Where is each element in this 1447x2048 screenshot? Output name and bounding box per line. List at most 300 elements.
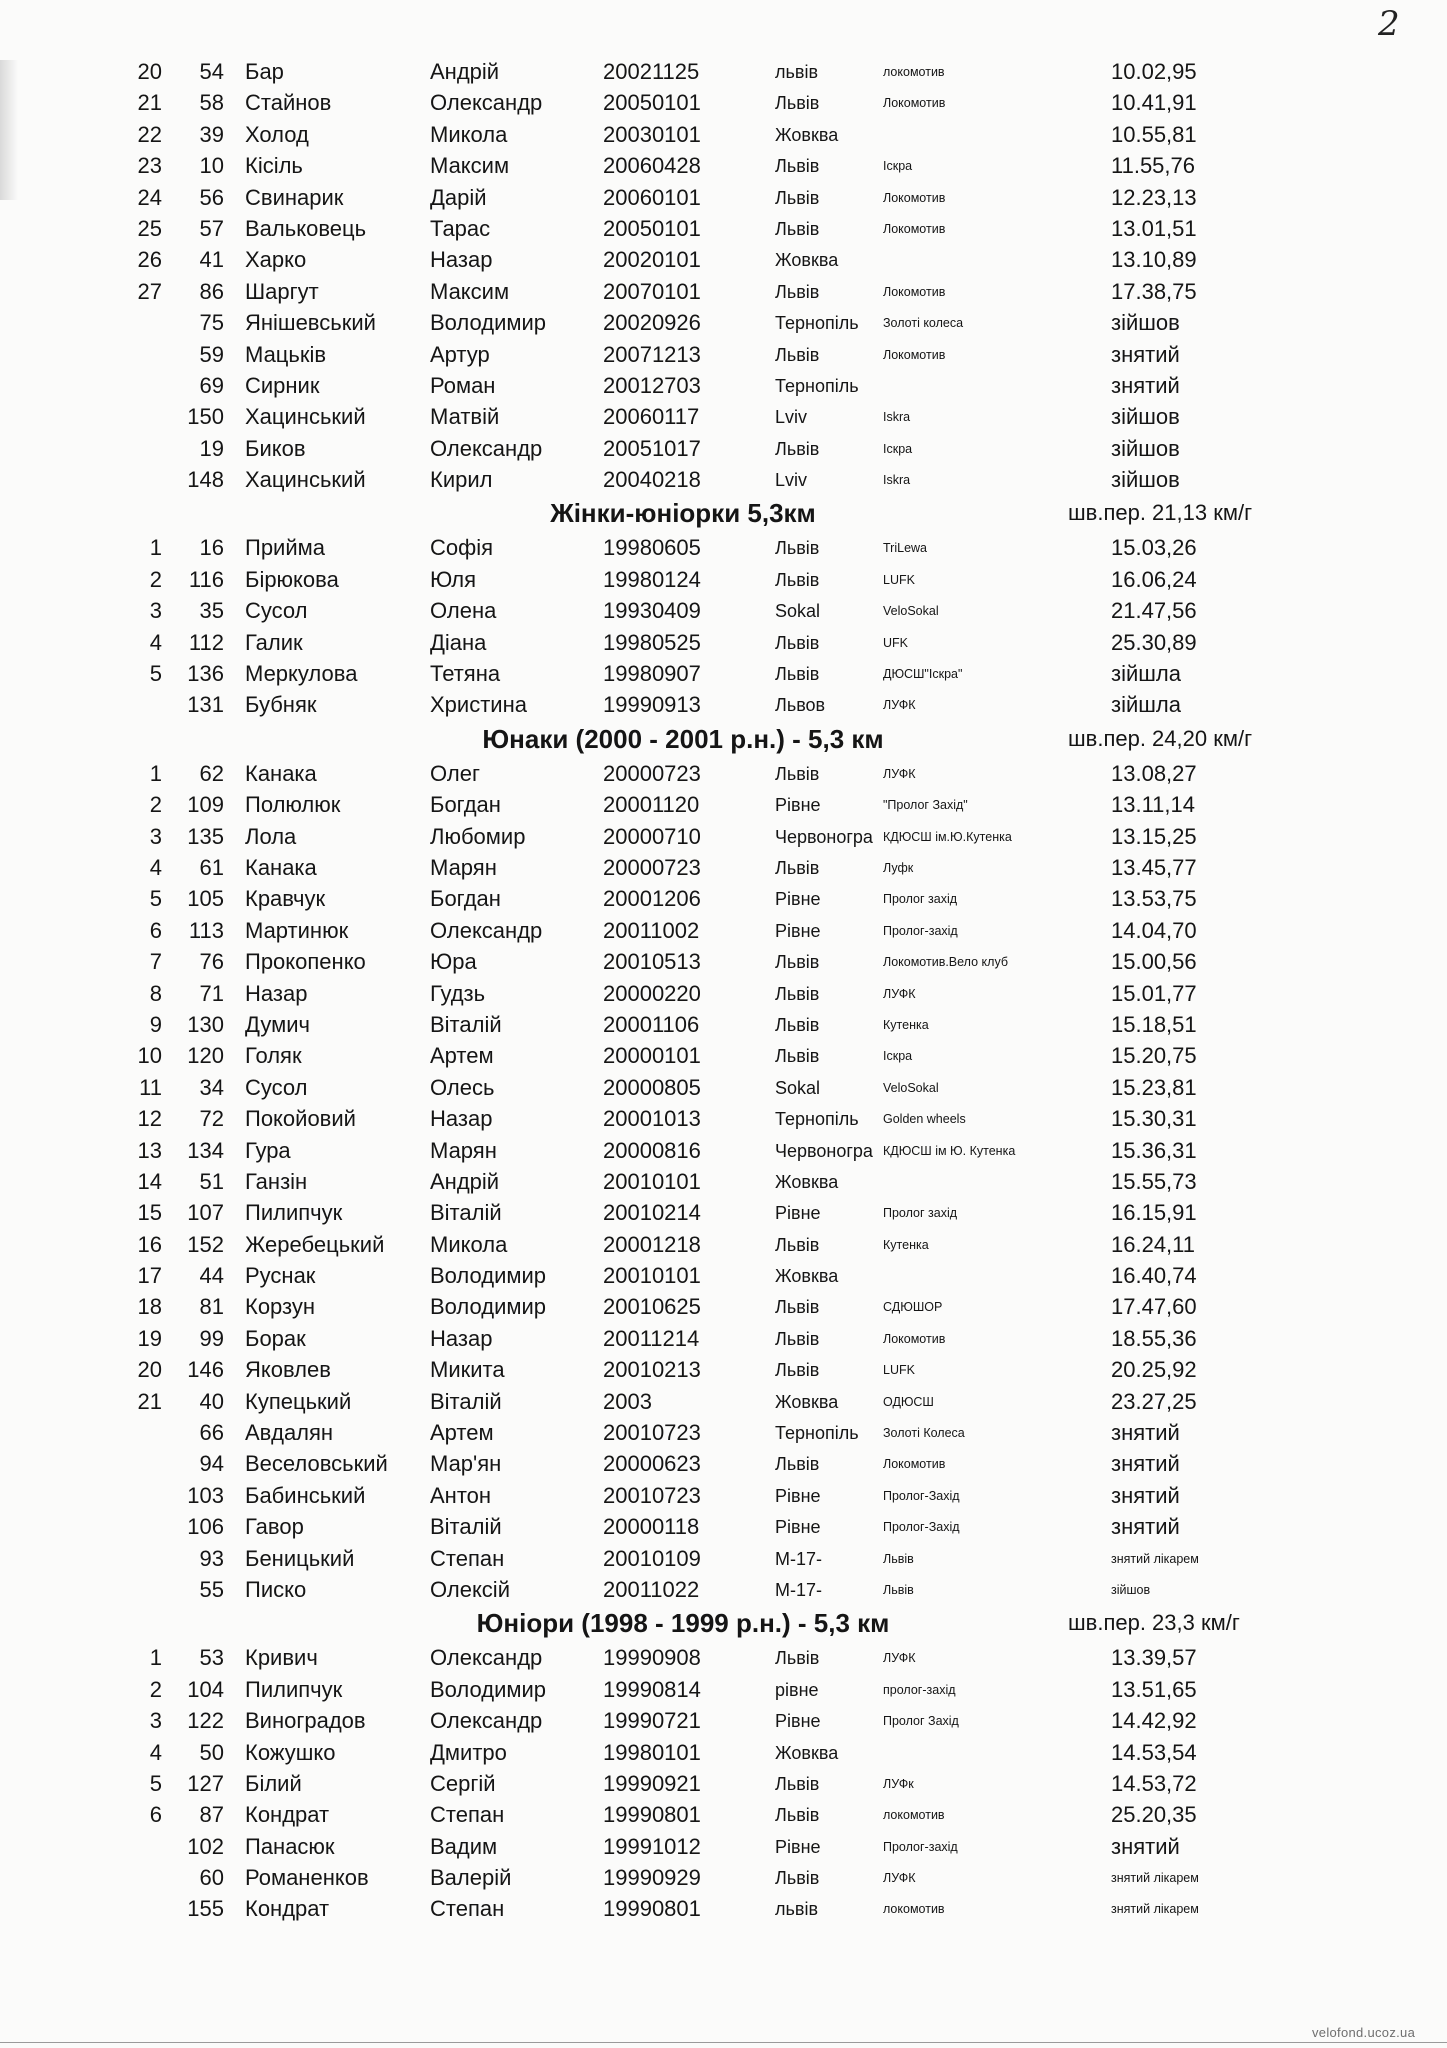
bib-number-cell: 150 <box>187 404 224 430</box>
birth-date-cell: 20001106 <box>603 1011 700 1037</box>
club-cell: Кутенка <box>883 1017 929 1032</box>
city-cell: Рівне <box>775 1517 821 1538</box>
results-table <box>0 57 1447 1926</box>
result-row <box>0 340 1447 371</box>
club-cell: UFK <box>883 635 908 650</box>
finish-time-cell: 25.30,89 <box>1111 629 1197 655</box>
surname-cell: Прийма <box>245 535 325 561</box>
place-cell: 5 <box>149 661 162 687</box>
status-cell: зійшов <box>1111 1582 1151 1597</box>
result-row <box>0 1675 1447 1706</box>
bib-number-cell: 71 <box>199 980 224 1006</box>
club-cell: Golden wheels <box>883 1112 966 1127</box>
city-cell: Lviv <box>775 470 808 491</box>
club-cell: ДЮСШ"Іскра" <box>883 667 963 682</box>
surname-cell: Кондрат <box>245 1896 330 1922</box>
club-cell: Локомотив <box>883 1331 946 1346</box>
city-cell: Львів <box>775 1868 820 1889</box>
bib-number-cell: 69 <box>199 372 224 398</box>
birth-date-cell: 20010109 <box>603 1545 701 1571</box>
city-cell: Львів <box>775 344 820 365</box>
finish-time-cell: 15.03,26 <box>1111 535 1197 561</box>
surname-cell: Стайнов <box>245 90 332 116</box>
status-cell: знятий <box>1111 1420 1180 1446</box>
place-cell: 1 <box>149 535 162 561</box>
result-row <box>0 1387 1447 1418</box>
first-name-cell: Володимир <box>430 1263 547 1289</box>
club-cell: Луфк <box>883 860 914 875</box>
bib-number-cell: 99 <box>199 1325 224 1351</box>
surname-cell: Кривич <box>245 1645 318 1671</box>
finish-time-cell: 13.08,27 <box>1111 760 1197 786</box>
place-cell: 2 <box>149 566 162 592</box>
club-cell: Локомотив <box>883 284 946 299</box>
bib-number-cell: 134 <box>187 1137 224 1163</box>
city-cell: Львів <box>775 1234 820 1255</box>
birth-date-cell: 20071213 <box>603 341 701 367</box>
first-name-cell: Віталій <box>430 1388 502 1414</box>
birth-date-cell: 20040218 <box>603 467 701 493</box>
city-cell: Рівне <box>775 889 821 910</box>
birth-date-cell: 20060117 <box>603 404 700 430</box>
result-row <box>0 1041 1447 1072</box>
place-cell: 15 <box>137 1200 162 1226</box>
place-cell: 25 <box>137 215 162 241</box>
city-cell: М-17- <box>775 1548 823 1569</box>
first-name-cell: Кирил <box>430 467 493 493</box>
first-name-cell: Марян <box>430 854 497 880</box>
first-name-cell: Олексій <box>430 1576 510 1602</box>
surname-cell: Бабинський <box>245 1482 366 1508</box>
result-row <box>0 1769 1447 1800</box>
birth-date-cell: 19990921 <box>603 1770 701 1796</box>
surname-cell: Думич <box>245 1011 311 1037</box>
watermark: velofond.ucoz.ua <box>1312 2025 1416 2040</box>
club-cell: КДЮСШ ім.Ю.Кутенка <box>883 829 1012 844</box>
birth-date-cell: 20001120 <box>603 792 700 818</box>
finish-time-cell: 18.55,36 <box>1111 1325 1197 1351</box>
birth-date-cell: 20001218 <box>603 1231 701 1257</box>
bib-number-cell: 34 <box>199 1074 224 1100</box>
city-cell: Жовква <box>775 1391 839 1412</box>
bib-number-cell: 136 <box>187 661 224 687</box>
first-name-cell: Назар <box>430 1325 493 1351</box>
finish-time-cell: 15.18,51 <box>1111 1011 1197 1037</box>
birth-date-cell: 20000220 <box>603 980 701 1006</box>
bib-number-cell: 152 <box>187 1231 224 1257</box>
club-cell: ЛУФК <box>883 986 916 1001</box>
first-name-cell: Тетяна <box>430 661 501 687</box>
result-row <box>0 1136 1447 1167</box>
birth-date-cell: 19990801 <box>603 1802 701 1828</box>
surname-cell: Писко <box>245 1576 307 1602</box>
club-cell: VeloSokal <box>883 604 939 619</box>
city-cell: Львів <box>775 1014 820 1035</box>
club-cell: LUFK <box>883 1363 915 1378</box>
result-row <box>0 183 1447 214</box>
bib-number-cell: 75 <box>199 310 224 336</box>
surname-cell: Сусол <box>245 598 308 624</box>
club-cell: VeloSokal <box>883 1080 939 1095</box>
club-cell: КДЮСШ ім Ю. Кутенка <box>883 1143 1016 1158</box>
first-name-cell: Олесь <box>430 1074 495 1100</box>
finish-time-cell: 16.15,91 <box>1111 1200 1197 1226</box>
place-cell: 1 <box>149 760 162 786</box>
birth-date-cell: 20020926 <box>603 310 701 336</box>
birth-date-cell: 20001206 <box>603 886 701 912</box>
birth-date-cell: 19980124 <box>603 566 701 592</box>
surname-cell: Ганзін <box>245 1168 308 1194</box>
city-cell: Рівне <box>775 1203 821 1224</box>
finish-time-cell: 13.15,25 <box>1111 823 1197 849</box>
club-cell: Локомотив.Вело клуб <box>883 955 1008 970</box>
place-cell: 26 <box>137 247 162 273</box>
city-cell: Львів <box>775 218 820 239</box>
bib-number-cell: 116 <box>188 566 224 592</box>
finish-time-cell: 14.53,72 <box>1111 1770 1197 1796</box>
result-row <box>0 1544 1447 1575</box>
surname-cell: Мацьків <box>245 341 327 367</box>
first-name-cell: Максим <box>430 278 510 304</box>
city-cell: Львів <box>775 438 820 459</box>
first-name-cell: Роман <box>430 372 496 398</box>
club-cell: ЛУФК <box>883 698 916 713</box>
city-cell: Львів <box>775 1328 820 1349</box>
club-cell: ЛУФК <box>883 1651 916 1666</box>
finish-time-cell: 14.42,92 <box>1111 1708 1197 1734</box>
bib-number-cell: 127 <box>187 1770 224 1796</box>
first-name-cell: Максим <box>430 153 510 179</box>
city-cell: Львів <box>775 632 820 653</box>
result-row <box>0 1706 1447 1737</box>
status-cell: знятий <box>1111 1833 1180 1859</box>
status-cell: зійшов <box>1111 310 1180 336</box>
finish-time-cell: 13.39,57 <box>1111 1645 1197 1671</box>
city-cell: Sokal <box>775 1077 821 1098</box>
birth-date-cell: 20050101 <box>603 90 701 116</box>
surname-cell: Галик <box>245 629 303 655</box>
bib-number-cell: 54 <box>199 59 224 84</box>
result-row <box>0 1481 1447 1512</box>
birth-date-cell: 20000816 <box>603 1137 701 1163</box>
surname-cell: Назар <box>245 980 308 1006</box>
city-cell: Львів <box>775 538 820 559</box>
birth-date-cell: 19990721 <box>603 1708 701 1734</box>
finish-time-cell: 15.01,77 <box>1111 980 1197 1006</box>
surname-cell: Білий <box>245 1770 302 1796</box>
first-name-cell: Віталій <box>430 1200 502 1226</box>
birth-date-cell: 20000623 <box>603 1451 701 1477</box>
first-name-cell: Володимир <box>430 310 547 336</box>
city-cell: Рівне <box>775 920 821 941</box>
result-row <box>0 1104 1447 1135</box>
finish-time-cell: 14.53,54 <box>1111 1739 1197 1765</box>
surname-cell: Хацинський <box>245 467 366 493</box>
status-cell: зійшов <box>1111 467 1180 493</box>
place-cell: 8 <box>149 980 162 1006</box>
result-row <box>0 1355 1447 1386</box>
first-name-cell: Віталій <box>430 1011 502 1037</box>
surname-cell: Пилипчук <box>245 1676 343 1702</box>
city-cell: Тернопіль <box>775 375 859 396</box>
first-name-cell: Олександр <box>430 917 543 943</box>
place-cell: 17 <box>137 1263 162 1289</box>
section-header <box>0 722 1447 759</box>
birth-date-cell: 20011022 <box>603 1576 700 1602</box>
first-name-cell: Богдан <box>430 886 501 912</box>
club-cell: Локомотив <box>883 190 946 205</box>
place-cell: 2 <box>149 792 162 818</box>
section-average-speed: шв.пер. 23,3 км/г <box>1068 1610 1240 1636</box>
surname-cell: Панасюк <box>245 1833 335 1859</box>
bib-number-cell: 19 <box>199 435 224 461</box>
club-cell: ОДЮСШ <box>883 1394 934 1409</box>
birth-date-cell: 20010213 <box>603 1357 701 1383</box>
surname-cell: Меркулова <box>245 661 358 687</box>
first-name-cell: Валерій <box>430 1865 512 1891</box>
city-cell: Жовква <box>775 250 839 271</box>
city-cell: Рівне <box>775 1711 821 1732</box>
place-cell: 4 <box>149 854 162 880</box>
birth-date-cell: 19930409 <box>603 598 701 624</box>
place-cell: 10 <box>137 1043 162 1069</box>
surname-cell: Харко <box>245 247 307 273</box>
finish-time-cell: 23.27,25 <box>1111 1388 1197 1414</box>
club-cell: TriLewa <box>883 541 927 556</box>
first-name-cell: Микола <box>430 121 508 147</box>
first-name-cell: Олександр <box>430 1708 543 1734</box>
result-row <box>0 277 1447 308</box>
club-cell: локомотив <box>883 1902 945 1917</box>
city-cell: М-17- <box>775 1579 823 1600</box>
surname-cell: Веселовський <box>245 1451 388 1477</box>
birth-date-cell: 20060101 <box>603 184 701 210</box>
surname-cell: Бубняк <box>245 692 317 718</box>
city-cell: Lviv <box>775 407 808 428</box>
finish-time-cell: 16.24,11 <box>1111 1231 1196 1257</box>
place-cell: 6 <box>149 917 162 943</box>
city-cell: Рівне <box>775 795 821 816</box>
first-name-cell: Вадим <box>430 1833 498 1859</box>
first-name-cell: Софія <box>430 535 494 561</box>
result-row <box>0 822 1447 853</box>
bib-number-cell: 86 <box>199 278 224 304</box>
result-row <box>0 151 1447 182</box>
club-cell: СДЮШОР <box>883 1300 943 1315</box>
first-name-cell: Степан <box>430 1896 505 1922</box>
birth-date-cell: 19980605 <box>603 535 701 561</box>
city-cell: Львів <box>775 1046 820 1067</box>
birth-date-cell: 20021125 <box>603 59 700 84</box>
bib-number-cell: 72 <box>199 1106 224 1132</box>
first-name-cell: Микита <box>430 1357 505 1383</box>
club-cell: LUFK <box>883 572 915 587</box>
bib-number-cell: 39 <box>199 121 224 147</box>
finish-time-cell: 13.10,89 <box>1111 247 1197 273</box>
section-average-speed: шв.пер. 24,20 км/г <box>1068 725 1253 751</box>
result-row <box>0 1449 1447 1480</box>
finish-time-cell: 13.51,65 <box>1111 1676 1197 1702</box>
finish-time-cell: 21.47,56 <box>1111 598 1197 624</box>
finish-time-cell: 15.30,31 <box>1111 1106 1197 1132</box>
club-cell: Iskra <box>883 410 911 425</box>
birth-date-cell: 20010723 <box>603 1420 701 1446</box>
place-cell: 14 <box>137 1168 162 1194</box>
birth-date-cell: 20050101 <box>603 215 701 241</box>
bib-number-cell: 155 <box>187 1896 224 1922</box>
club-cell: Локомотив <box>883 96 946 111</box>
birth-date-cell: 20020101 <box>603 247 701 273</box>
bib-number-cell: 103 <box>187 1482 224 1508</box>
first-name-cell: Віталій <box>430 1514 502 1540</box>
section-title: Юнаки (2000 - 2001 р.н.) - 5,3 км <box>482 723 884 754</box>
birth-date-cell: 20060428 <box>603 153 701 179</box>
place-cell: 5 <box>149 1770 162 1796</box>
finish-time-cell: 17.38,75 <box>1111 278 1197 304</box>
birth-date-cell: 20012703 <box>603 372 701 398</box>
place-cell: 4 <box>149 629 162 655</box>
result-row <box>0 465 1447 496</box>
bib-number-cell: 112 <box>188 629 224 655</box>
first-name-cell: Степан <box>430 1545 505 1571</box>
bib-number-cell: 130 <box>187 1011 224 1037</box>
bib-number-cell: 105 <box>187 886 224 912</box>
surname-cell: Купецький <box>245 1388 352 1414</box>
club-cell: Пролог-захід <box>883 923 958 938</box>
birth-date-cell: 2003 <box>603 1388 652 1414</box>
bib-number-cell: 109 <box>187 792 224 818</box>
place-cell: 21 <box>137 1388 162 1414</box>
result-row <box>0 947 1447 978</box>
birth-date-cell: 20010101 <box>603 1168 701 1194</box>
first-name-cell: Степан <box>430 1802 505 1828</box>
city-cell: львів <box>775 1899 819 1920</box>
place-cell: 27 <box>137 278 162 304</box>
result-row <box>0 884 1447 915</box>
place-cell: 21 <box>137 90 162 116</box>
bib-number-cell: 122 <box>187 1708 224 1734</box>
birth-date-cell: 20001013 <box>603 1106 701 1132</box>
bib-number-cell: 51 <box>199 1168 224 1194</box>
city-cell: Львів <box>775 281 820 302</box>
birth-date-cell: 20051017 <box>603 435 701 461</box>
result-row <box>0 1324 1447 1355</box>
first-name-cell: Сергій <box>430 1770 496 1796</box>
club-cell: Золоті колеса <box>883 316 964 331</box>
first-name-cell: Богдан <box>430 792 501 818</box>
city-cell: Жовква <box>775 1742 839 1763</box>
birth-date-cell: 20010101 <box>603 1263 701 1289</box>
city-cell: Львів <box>775 857 820 878</box>
result-row <box>0 853 1447 884</box>
status-cell: знятий лікарем <box>1111 1871 1199 1886</box>
finish-time-cell: 13.53,75 <box>1111 886 1197 912</box>
club-cell: Іскра <box>883 441 913 456</box>
surname-cell: Виноградов <box>245 1708 366 1734</box>
bib-number-cell: 107 <box>187 1200 224 1226</box>
birth-date-cell: 20000118 <box>603 1514 700 1540</box>
surname-cell: Бар <box>245 59 284 84</box>
section-header <box>0 496 1447 533</box>
status-cell: знятий лікарем <box>1111 1902 1199 1917</box>
first-name-cell: Марян <box>430 1137 497 1163</box>
finish-time-cell: 15.36,31 <box>1111 1137 1197 1163</box>
club-cell: Пролог захід <box>883 892 958 907</box>
city-cell: Львів <box>775 1773 820 1794</box>
place-cell: 12 <box>137 1106 162 1132</box>
bib-number-cell: 55 <box>199 1576 224 1602</box>
bib-number-cell: 41 <box>199 247 224 273</box>
bib-number-cell: 146 <box>187 1357 224 1383</box>
result-row <box>0 1863 1447 1894</box>
result-row <box>0 1261 1447 1292</box>
first-name-cell: Артур <box>430 341 490 367</box>
scan-bottom-edge <box>0 2042 1447 2043</box>
club-cell: Іскра <box>883 1049 913 1064</box>
result-row <box>0 57 1447 88</box>
surname-cell: Канака <box>245 854 317 880</box>
finish-time-cell: 13.45,77 <box>1111 854 1197 880</box>
result-row <box>0 596 1447 627</box>
birth-date-cell: 19990913 <box>603 692 701 718</box>
finish-time-cell: 13.01,51 <box>1111 215 1197 241</box>
first-name-cell: Дмитро <box>430 1739 507 1765</box>
club-cell: Львів <box>883 1551 914 1566</box>
status-cell: знятий <box>1111 1451 1180 1477</box>
city-cell: рівне <box>775 1679 819 1700</box>
birth-date-cell: 19990801 <box>603 1896 701 1922</box>
surname-cell: Кожушко <box>245 1739 336 1765</box>
surname-cell: Кісіль <box>245 153 303 179</box>
finish-time-cell: 17.47,60 <box>1111 1294 1197 1320</box>
result-row <box>0 214 1447 245</box>
bib-number-cell: 60 <box>199 1865 224 1891</box>
birth-date-cell: 20010723 <box>603 1482 701 1508</box>
city-cell: Львів <box>775 763 820 784</box>
place-cell: 24 <box>137 184 162 210</box>
result-row <box>0 1418 1447 1449</box>
bib-number-cell: 35 <box>199 598 224 624</box>
place-cell: 23 <box>137 153 162 179</box>
result-row <box>0 434 1447 465</box>
club-cell: Іскра <box>883 159 913 174</box>
city-cell: Sokal <box>775 601 821 622</box>
finish-time-cell: 25.20,35 <box>1111 1802 1197 1828</box>
result-row <box>0 402 1447 433</box>
club-cell: Пролог-захід <box>883 1839 958 1854</box>
club-cell: локомотив <box>883 1808 945 1823</box>
result-row <box>0 1292 1447 1323</box>
surname-cell: Гура <box>245 1137 291 1163</box>
first-name-cell: Олександр <box>430 90 543 116</box>
club-cell: Пролог-Захід <box>883 1488 960 1503</box>
place-cell: 3 <box>149 1708 162 1734</box>
surname-cell: Голяк <box>245 1043 302 1069</box>
city-cell: Львів <box>775 1360 820 1381</box>
bib-number-cell: 135 <box>187 823 224 849</box>
place-cell: 7 <box>149 949 162 975</box>
surname-cell: Корзун <box>245 1294 316 1320</box>
city-cell: Львів <box>775 569 820 590</box>
club-cell: Пролог Захід <box>883 1714 959 1729</box>
status-cell: зійшов <box>1111 435 1180 461</box>
result-row <box>0 628 1447 659</box>
club-cell: пролог-захід <box>883 1682 956 1697</box>
first-name-cell: Антон <box>430 1482 492 1508</box>
first-name-cell: Христина <box>430 692 527 718</box>
finish-time-cell: 14.04,70 <box>1111 917 1197 943</box>
result-row <box>0 88 1447 119</box>
